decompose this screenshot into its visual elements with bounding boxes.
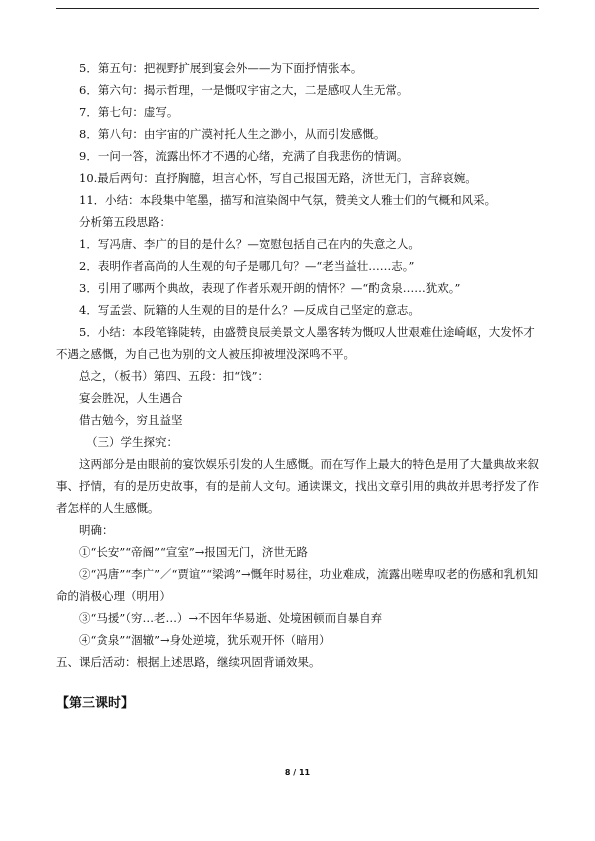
document-body [56, 57, 544, 715]
after-class-activity: 五、课后活动：根据上述思路，继续巩固背诵效果。 [56, 655, 321, 669]
text-line: 2．表明作者高尚的人生观的句子是哪几句？—“老当益壮……志。” [79, 259, 415, 273]
clarify-label: 明确： [79, 523, 114, 537]
inquiry-paragraph: 这两部分是由眼前的宴饮娱乐引发的人生感慨。而在写作上最大的特色是用了大量典故来叙事、抒情，有的是历史故事，有的是前人文句。通读课文，找出文章引用的典故并思考抒发了作者怎样的人生感慨。 [56, 457, 539, 515]
allusion-item: ③“马援”（穷…老…）→不因年华易逝、处境困顿而自暴自弃 [79, 611, 383, 625]
allusion-item: ②“冯唐”“李广”／“贾谊”“梁鸿”→慨年时易往，功业难成，流露出嗟卑叹老的伤感和乳机知命的消极心理（明用） [56, 567, 539, 603]
board-line: 借古勉今，穷且益坚 [79, 413, 183, 427]
text-line: 分析第五段思路： [79, 215, 171, 229]
text-line: 1．写冯唐、李广的目的是什么？—宽慰包括自己在内的失意之人。 [79, 237, 420, 251]
board-line: 总之，（板书）第四、五段：扣“饯”： [79, 369, 270, 383]
header-rule [56, 8, 539, 9]
text-line: 9．一问一答，流露出怀才不遇的心绪，充满了自我悲伤的情调。 [79, 149, 409, 163]
allusion-item: ①“长安”“帝阍”“宣室”→报国无门，济世无路 [79, 545, 308, 559]
board-line: 宴会胜况，人生遇合 [79, 391, 183, 405]
allusion-item: ④“贪泉”“涸辙”→身处逆境，犹乐观开怀（暗用） [79, 633, 331, 647]
page-number: 8 / 11 [284, 768, 311, 777]
text-line: 3．引用了哪两个典故，表现了作者乐观开朗的情怀？—“酌贪泉……犹欢。” [79, 281, 461, 295]
summary-paragraph: 5．小结：本段笔锋陡转，由盛赞良辰美景文人墨客转为慨叹人世艰难仕途崎岖，大发怀才不遇之感慨，为自己也为别的文人被压抑被埋没深鸣不平。 [56, 325, 535, 361]
text-line: 5．第五句：把视野扩展到宴会外——为下面抒情张本。 [79, 61, 363, 75]
text-line: 11．小结：本段集中笔墨，描写和渲染阁中气氛，赞美文人雅士们的气概和风采。 [79, 193, 497, 207]
section-heading: 【第三课时】 [56, 696, 135, 711]
text-line: 6．第六句：揭示哲理，一是慨叹宇宙之大，二是感叹人生无常。 [79, 83, 409, 97]
inquiry-title: （三）学生探究： [86, 435, 178, 449]
text-line: 7．第七句：虚写。 [79, 105, 179, 119]
text-line: 4．写孟尝、阮籍的人生观的目的是什么？—反成自己坚定的意志。 [79, 303, 420, 317]
text-line: 8．第八句：由宇宙的广漠衬托人生之渺小，从而引发感慨。 [79, 127, 386, 141]
text-line: 10.最后两句：直抒胸臆，坦言心怀，写自己报国无路，济世无门，言辞哀婉。 [79, 171, 477, 185]
